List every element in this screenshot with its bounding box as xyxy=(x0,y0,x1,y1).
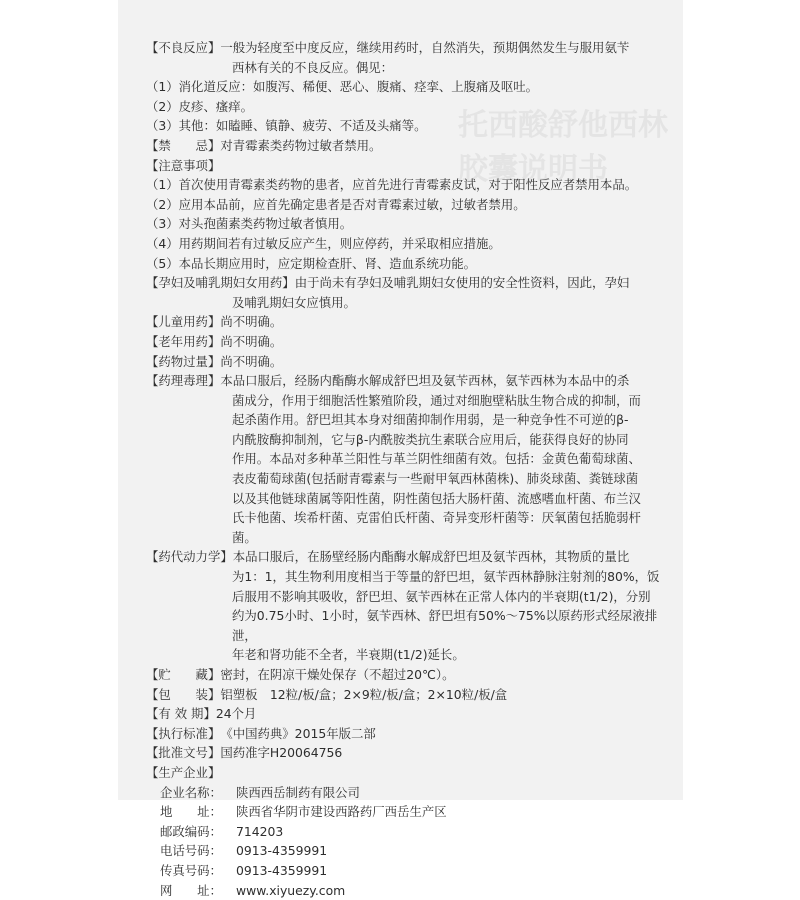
field-key: 网 址： xyxy=(160,882,222,898)
section-label: 【执行标准】 xyxy=(146,725,221,741)
section-text: 尚不明确。 xyxy=(220,353,283,369)
field-value: 0913-4359991 xyxy=(236,862,328,878)
pediatric-use xyxy=(146,312,666,332)
section-text-cont: 菌成分，作用于细胞活性繁殖阶段，通过对细胞壁粘肽生物合成的抑制，而 xyxy=(232,392,641,408)
list-item: （4）用药期间若有过敏反应产生，则应停药，并采取相应措施。 xyxy=(146,235,501,251)
section-text: 尚不明确。 xyxy=(220,314,283,330)
section-label: 【不良反应】 xyxy=(146,40,221,55)
field-value: 陕西西岳制药有限公司 xyxy=(236,784,360,800)
section-label: 【孕妇及哺乳期妇女用药】 xyxy=(146,275,295,291)
section-text-cont: 约为0.75小时、1小时，氨苄西林、舒巴坦有50%～75%以原药形式经尿液排泄， xyxy=(232,608,658,643)
section-text: 24个月 xyxy=(215,706,257,722)
list-item: （5）本品长期应用时，应定期检查肝、肾、造血系统功能。 xyxy=(146,255,477,271)
manufacturer-field xyxy=(146,881,666,900)
section-label: 【有 效 期】 xyxy=(146,706,216,722)
field-key: 电话号码： xyxy=(160,843,222,859)
standard xyxy=(146,724,666,744)
section-text: 本品口服后，在肠壁经肠内酯酶水解成舒巴坦及氨苄西林，其物质的量比 xyxy=(232,549,630,565)
section-text-cont: 氏卡他菌、埃希杆菌、克雷伯氏杆菌、奇异变形杆菌等：厌氧菌包括脆弱杆 xyxy=(232,510,641,526)
section-text-cont: 年老和肾功能不全者，半衰期(t1/2)延长。 xyxy=(232,647,465,663)
pharmacology xyxy=(146,371,666,391)
manufacturer-field xyxy=(146,841,666,861)
section-text-cont: 菌。 xyxy=(232,529,257,545)
section-text: 对青霉素类药物过敏者禁用。 xyxy=(220,137,382,153)
geriatric-use xyxy=(146,332,666,352)
section-label: 【批准文号】 xyxy=(146,745,221,761)
contraindications xyxy=(146,136,666,156)
pregnancy xyxy=(146,273,666,293)
list-item: （1）消化道反应：如腹泻、稀便、恶心、腹痛、痉挛、上腹痛及呕吐。 xyxy=(146,79,538,95)
section-label: 【药物过量】 xyxy=(146,353,221,369)
section-label: 【贮 藏】 xyxy=(146,667,221,682)
section-text-cont: 起杀菌作用。舒巴坦其本身对细菌抑制作用弱，是一种竞争性不可逆的β- xyxy=(232,412,629,428)
adverse-reactions xyxy=(146,38,666,58)
section-label: 【药代动力学】 xyxy=(146,549,233,565)
section-label: 【儿童用药】 xyxy=(146,314,221,330)
approval-number xyxy=(146,743,666,763)
section-text: 尚不明确。 xyxy=(220,333,283,349)
manufacturer-field xyxy=(146,822,666,842)
list-item: （3）对头孢菌素类药物过敏者慎用。 xyxy=(146,216,353,232)
manufacturer-label: 【生产企业】 xyxy=(146,764,221,780)
section-text-cont: 内酰胺酶抑制剂，它与β-内酰胺类抗生素联合应用后，能获得良好的协同 xyxy=(232,431,629,447)
list-item: （1）首次使用青霉素类药物的患者，应首先进行青霉素皮试，对于阳性反应者禁用本品。 xyxy=(146,177,638,193)
manufacturer-field xyxy=(146,783,666,803)
field-key: 邮政编码： xyxy=(160,823,222,839)
validity xyxy=(146,704,666,724)
field-key: 企业名称： xyxy=(160,784,222,800)
list-item: （2）皮疹、瘙痒。 xyxy=(146,98,254,114)
section-text-cont: 为1：1，其生物利用度相当于等量的舒巴坦，氨苄西林静脉注射剂的80%，饭 xyxy=(232,569,660,585)
field-value: 陕西省华阴市建设西路药厂西岳生产区 xyxy=(236,804,447,820)
section-text: 一般为轻度至中度反应，继续用药时，自然消失，预期偶然发生与服用氨苄 xyxy=(220,40,630,55)
field-value: www.xiyuezy.com xyxy=(236,882,346,898)
section-text: 本品口服后，经肠内酯酶水解成舒巴坦及氨苄西林，氨苄西林为本品中的杀 xyxy=(220,373,630,389)
show-through-title: 托西酸舒他西林胶囊说明书 xyxy=(458,108,668,187)
list-item: （2）应用本品前，应首先确定患者是否对青霉素过敏，过敏者禁用。 xyxy=(146,196,526,212)
section-text: 国药准字H20064756 xyxy=(220,745,343,761)
section-text: 密封，在阴凉干燥处保存（不超过20℃）。 xyxy=(220,667,455,682)
leaflet-content xyxy=(146,38,666,900)
section-text-cont: 表皮葡萄球菌(包括耐青霉素与一些耐甲氧西林菌株)、肺炎球菌、粪链球菌 xyxy=(232,471,639,487)
section-text: 由于尚未有孕妇及哺乳期妇女使用的安全性资料，因此，孕妇 xyxy=(294,275,630,291)
section-text-cont: 以及其他链球菌属等阳性菌，阴性菌包括大肠杆菌、流感嗜血杆菌、布兰汉 xyxy=(232,490,641,506)
overdose xyxy=(146,352,666,372)
precautions-label: 【注意事项】 xyxy=(146,157,221,173)
section-text-cont: 及哺乳期妇女应慎用。 xyxy=(232,294,356,310)
manufacturer-field xyxy=(146,861,666,881)
section-text-cont: 作用。本品对多种革兰阳性与革兰阴性细菌有效。包括：金黄色葡萄球菌、 xyxy=(232,451,641,467)
field-value: 0913-4359991 xyxy=(236,843,328,859)
field-value: 714203 xyxy=(236,823,284,839)
section-text-cont: 西林有关的不良反应。偶见： xyxy=(232,59,394,75)
section-label: 【禁 忌】 xyxy=(146,137,221,153)
section-label: 【老年用药】 xyxy=(146,333,221,349)
section-text: 《中国药典》2015年版二部 xyxy=(220,725,376,741)
package xyxy=(146,685,666,705)
section-text-cont: 后服用不影响其吸收，舒巴坦、氨苄西林在正常人体内的半衰期(t1/2)，分别 xyxy=(232,588,651,604)
section-text: 铝塑板 12粒/板/盒；2×9粒/板/盒；2×10粒/板/盒 xyxy=(220,686,508,702)
storage xyxy=(146,665,666,685)
manufacturer-field xyxy=(146,802,666,822)
section-label: 【包 装】 xyxy=(146,686,221,702)
field-key: 传真号码： xyxy=(160,862,222,878)
pharmacokinetics xyxy=(146,547,666,567)
section-label: 【药理毒理】 xyxy=(146,373,221,389)
list-item: （3）其他：如瞌睡、镇静、疲劳、不适及头痛等。 xyxy=(146,118,427,134)
field-key: 地 址： xyxy=(160,804,222,820)
